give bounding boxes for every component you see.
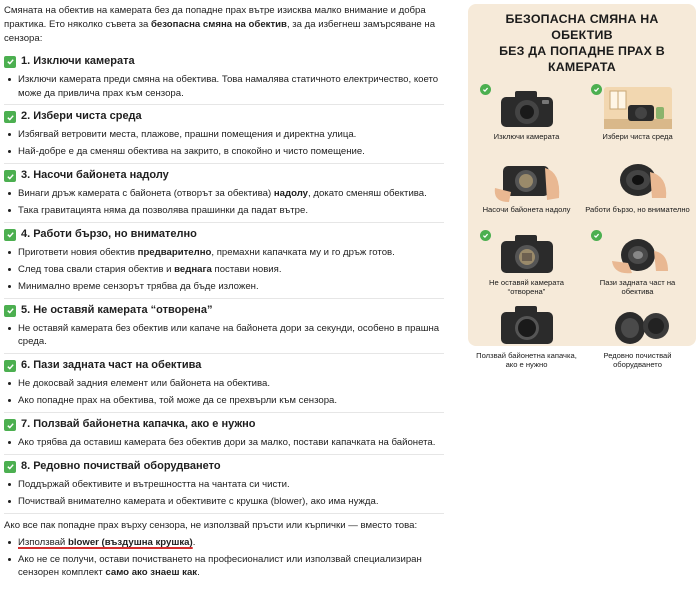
list-item: Избягвай ветровити места, плажове, прашни помещения и директна улица.: [4, 128, 444, 142]
section-heading: 5. Не оставяй камерата “отворена”: [4, 303, 444, 319]
infographic-grid: [474, 84, 690, 374]
list-item: Не оставяй камерата без обектив или капаче на байонета дори за секунди, особено в прашна среда.: [4, 322, 444, 350]
section-4: [4, 222, 444, 294]
list-item: Минимално време сензорът трябва да бъде изложен.: [4, 280, 444, 294]
checkmark-icon: [4, 56, 16, 68]
checkmark-icon: [4, 111, 16, 123]
closing-section: [4, 513, 444, 581]
list-item: Почиствай внимателно камерата и обективите с крушка (blower), ако има нужда.: [4, 495, 444, 509]
cleaning-icon: [598, 304, 678, 350]
list-item: Ако трябва да оставиш камерата без обектив дори за малко, постави капачката на байонета.: [4, 436, 444, 450]
checkmark-icon: [4, 461, 16, 473]
section-heading: 3. Насочи байонета надолу: [4, 168, 444, 184]
list-item: Ако попадне прах на обектива, той може да се прехвърли към сензора.: [4, 394, 444, 408]
checkmark-icon: [591, 230, 602, 241]
open-camera-icon: [487, 231, 567, 277]
checkmark-icon: [480, 230, 491, 241]
lens-rear-icon: [598, 231, 678, 277]
section-heading: 7. Ползвай байонетна капачка, ако е нужно: [4, 417, 444, 433]
list-item: Използвай blower (въздушна крушка).: [4, 536, 444, 550]
section-heading: 6. Пази задната част на обектива: [4, 358, 444, 374]
list-item: Ако не се получи, остави почистването на професионалист или използвай специализиран сензорен комплект само ако знаеш как.: [4, 553, 444, 581]
article: [4, 4, 444, 583]
section-7: [4, 412, 444, 450]
infographic-cell: Не оставяй камерата “отворена”: [474, 230, 579, 301]
infographic-cell: Редовно почиствай оборудването: [585, 303, 690, 374]
checkmark-icon: [4, 305, 16, 317]
section-heading: 8. Редовно почиствай оборудването: [4, 459, 444, 475]
checkmark-icon: [4, 170, 16, 182]
infographic-title: БЕЗОПАСНА СМЯНА НА ОБЕКТИВ БЕЗ ДА ПОПАДНЕ ПРАХ В КАМЕРАТА: [499, 12, 665, 74]
checkmark-icon: [591, 84, 602, 95]
section-heading: 2. Избери чиста среда: [4, 109, 444, 125]
infographic-cell: Ползвай байонетна капачка, ако е нужно: [474, 303, 579, 374]
list-item: Най-добре е да сменяш обектива на закрито, в спокойно и чисто помещение.: [4, 145, 444, 159]
section-heading: 4. Работи бързо, но внимателно: [4, 227, 444, 243]
body-cap-icon: [487, 304, 567, 350]
list-item: Поддържай обективите и вътрешността на чантата си чисти.: [4, 478, 444, 492]
checkmark-icon: [4, 229, 16, 241]
list-item: Винаги дръж камерата с байонета (отворът за обектива) надолу, докато сменяш обектива.: [4, 187, 444, 201]
checkmark-icon: [480, 84, 491, 95]
checkmark-icon: [4, 419, 16, 431]
infographic-cell: Насочи байонета надолу: [474, 157, 579, 228]
section-1: [4, 50, 444, 101]
intro-paragraph: Смяната на обектив на камерата без да попадне прах вътре изисква малко внимание и добра практика. Ето няколко съвета за безопасна смяна на обектив, за да избегнеш замърсяване на сензора:: [4, 5, 436, 44]
section-heading: 1. Изключи камерата: [4, 54, 444, 70]
section-5: [4, 298, 444, 350]
clean-room-icon: [598, 85, 678, 131]
infographic-image[interactable]: [468, 4, 696, 369]
list-item: Не докосвай задния елемент или байонета на обектива.: [4, 377, 444, 391]
camera-icon: [487, 85, 567, 131]
checkmark-icon: [4, 360, 16, 372]
section-3: [4, 163, 444, 218]
section-6: [4, 353, 444, 408]
infographic-cell: Работи бързо, но внимателно: [585, 157, 690, 228]
infographic-cell: Избери чиста среда: [585, 84, 690, 155]
closing-lead: Ако все пак попадне прах върху сензора, не използвай пръсти или кърпички — вместо това:: [4, 519, 418, 531]
camera-hands-icon: [487, 158, 567, 204]
list-item: След това свали стария обектив и веднага постави новия.: [4, 263, 444, 277]
section-8: [4, 454, 444, 509]
section-2: [4, 104, 444, 159]
list-item: Пригответи новия обектив предварително, премахни капачката му и го дръж готов.: [4, 246, 444, 260]
infographic-cell: Пази задната част на обектива: [585, 230, 690, 301]
list-item: Изключи камерата преди смяна на обектива. Това намалява статичното електричество, което може да привлича прах към сензора.: [4, 73, 444, 101]
lens-hand-icon: [598, 158, 678, 204]
infographic-cell: Изключи камерата: [474, 84, 579, 155]
list-item: Така гравитацията няма да позволява прашинки да падат вътре.: [4, 204, 444, 218]
